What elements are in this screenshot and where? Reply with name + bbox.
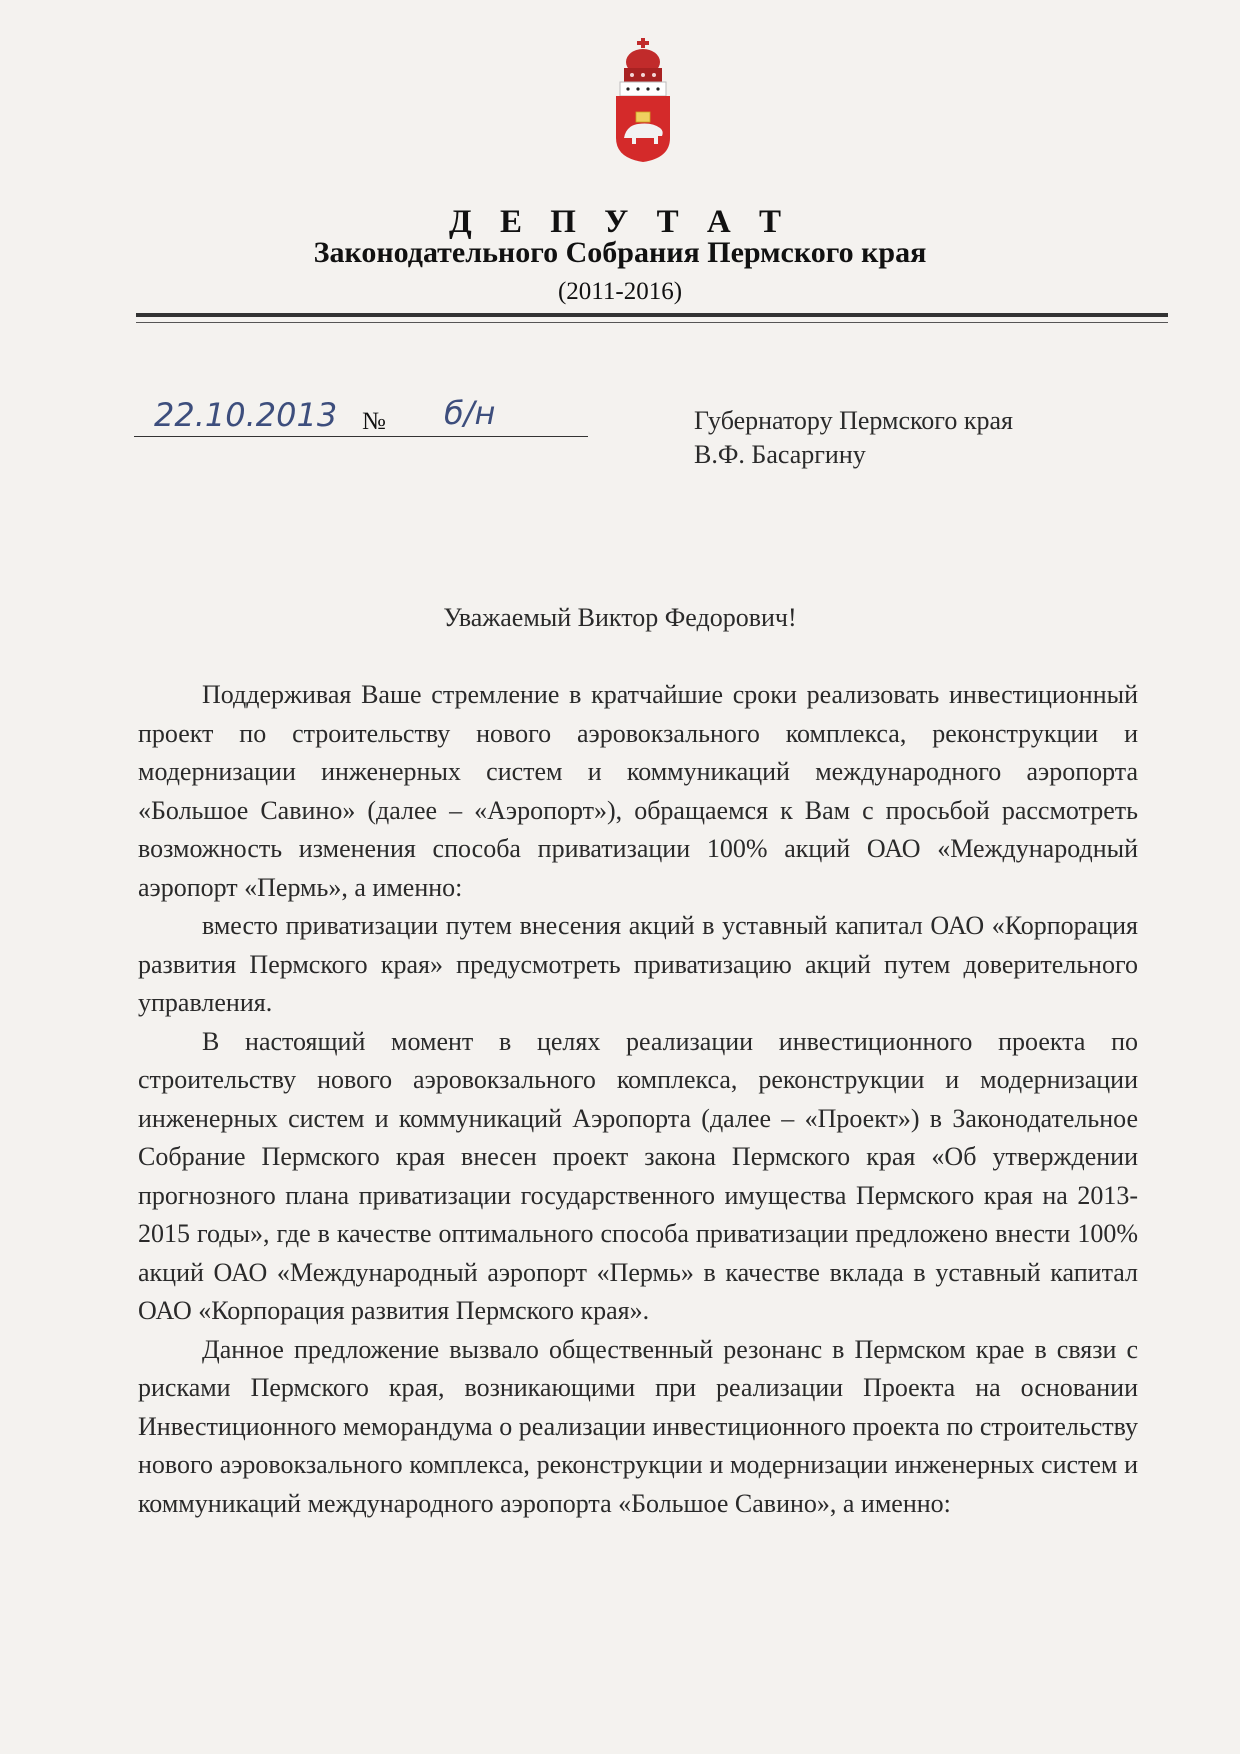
document-title: Д Е П У Т А Т	[449, 204, 791, 240]
registration-date: 22.10.2013	[154, 396, 338, 434]
document-subtitle: Законодательного Собрания Пермского края	[313, 236, 927, 269]
salutation: Уважаемый Виктор Федорович!	[443, 603, 797, 632]
registration-underline	[134, 436, 588, 437]
body-paragraph: вместо приватизации путем внесения акций в уставный капитал ОАО «Корпорация развития Пермского края» предусмотреть приватизацию акций путем доверительного управления.	[138, 911, 1138, 1017]
perm-krai-coat-of-arms-icon	[612, 38, 674, 162]
header-rule-thick	[136, 313, 1168, 317]
addressee-position: Губернатору Пермского края	[694, 406, 1013, 435]
letter-body	[138, 676, 1138, 1523]
document-years: (2011-2016)	[557, 278, 683, 305]
header-rule-thin	[136, 322, 1168, 323]
addressee-block	[694, 404, 1013, 472]
body-paragraph: Поддерживая Ваше стремление в кратчайшие сроки реализовать инвестиционный проект по строительству нового аэровокзального комплекса, реконструкции и модернизации инженерных систем и коммуникаций международного аэропорта «Большое Савино» (далее – «Аэропорт»), обращаемся к Вам с просьбой рассмотреть возможность изменения способа приватизации 100% акций ОАО «Международный аэропорт «Пермь», а именно:	[138, 680, 1138, 902]
registration-line	[134, 394, 588, 438]
registration-number: б/н	[444, 394, 496, 432]
body-paragraph: В настоящий момент в целях реализации инвестиционного проекта по строительству нового аэровокзального комплекса, реконструкции и модернизации инженерных систем и коммуникаций Аэропорта (далее – «Проект») в Законодательное Собрание Пермского края внесен проект закона Пермского края «Об утверждении прогнозного плана приватизации государственного имущества Пермского края на 2013-2015 годы», где в качестве оптимального способа приватизации предложено внести 100% акций ОАО «Международный аэропорт «Пермь» в качестве вклада в уставный капитал ОАО «Корпорация развития Пермского края».	[138, 1026, 1138, 1325]
registration-number-sign: №	[362, 408, 386, 435]
addressee-name: В.Ф. Басаргину	[694, 440, 866, 469]
body-paragraph: Данное предложение вызвало общественный резонанс в Пермском крае в связи с рисками Пермского края, возникающими при реализации Проекта на основании Инвестиционного меморандума о реализации инвестиционного проекта по строительству нового аэровокзального комплекса, реконструкции и модернизации инженерных систем и коммуникаций международного аэропорта «Большое Савино», а именно:	[138, 1334, 1138, 1518]
